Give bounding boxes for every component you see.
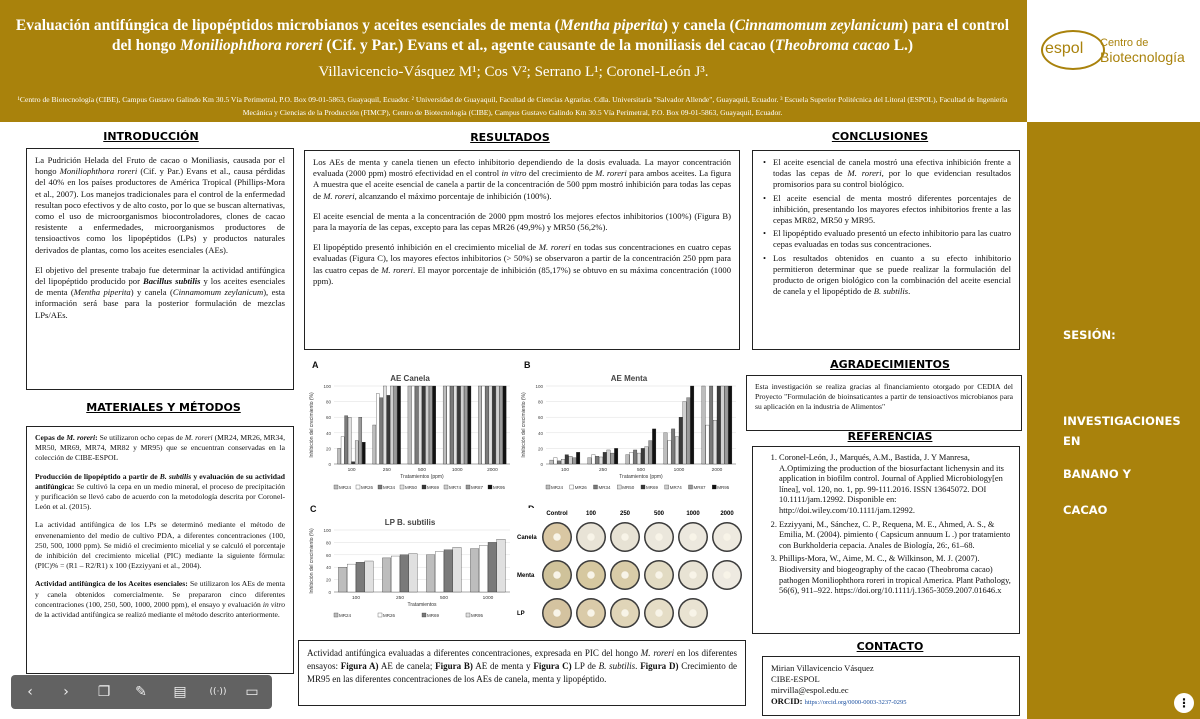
bar-MR87-250	[394, 386, 397, 464]
x-axis-label: Tratamientos (ppm)	[619, 474, 663, 480]
bar-MR26-100	[347, 564, 356, 592]
results-heading: RESULTADOS	[470, 131, 550, 144]
bar-MR24-2000	[478, 386, 481, 464]
session-line-2: EN	[1063, 434, 1081, 448]
bar-MR74-2000	[496, 386, 499, 464]
bar-MR69-500	[444, 550, 453, 592]
plate-col-label: 2000	[720, 511, 734, 517]
bar-MR69-500	[641, 448, 645, 464]
bar-MR34-100	[557, 461, 561, 464]
bar-MR50-100	[561, 459, 565, 464]
contact-email[interactable]: mirvilla@espol.edu.ec	[771, 685, 849, 695]
bar-MR69-250	[603, 452, 607, 464]
petri-plate-grid	[516, 508, 744, 632]
bar-MR95-100	[362, 442, 365, 464]
bar-MR74-1000	[683, 402, 687, 464]
figure-a-label: A	[312, 360, 319, 370]
legend-swatch	[665, 485, 669, 489]
results-box	[304, 150, 740, 350]
legend-entry: MR87	[471, 485, 484, 490]
bar-MR26-500	[630, 452, 634, 464]
bar-MR74-100	[569, 456, 573, 464]
bar-MR74-500	[645, 447, 649, 464]
bar-MR34-500	[415, 386, 418, 464]
bar-MR95-500	[453, 547, 462, 592]
legend-swatch	[378, 485, 382, 489]
bar-MR24-100	[550, 460, 554, 464]
y-tick-label: 60	[325, 415, 331, 421]
chart-title-2: LP B. subtilis	[384, 518, 436, 527]
legend-entry: MR95	[493, 485, 506, 490]
y-tick-label: 20	[325, 577, 331, 583]
mycelium-plug	[655, 571, 663, 579]
legend-entry: MR95	[471, 613, 484, 618]
chart-title-0: AE Canela	[390, 374, 430, 383]
x-axis-label: Tratamientos (ppm)	[400, 474, 444, 480]
legend-swatch	[422, 485, 426, 489]
y-tick-label: 60	[537, 415, 543, 421]
viewer-toolbar	[11, 675, 272, 709]
bar-MR50-250	[599, 457, 603, 464]
bar-MR74-2000	[721, 386, 725, 464]
legend-entry: MR34	[598, 485, 611, 490]
methods-pic: La actividad antifúngica de los LPs se determinó mediante el método de envenenamiento del medio de cultivo PDA, a diferentes concentraciones (100, 250, 500, 1000 ppm). Se midió el crecimiento micelial y se calculó el porcentaje de inhibición del crecimiento micelial (PIC) mediante la siguiente fórmula: (PIC)% = (R1 – R2/R1) x 100 (Ezziyyani et al., 2004).	[35, 520, 285, 571]
logo-text: Centro de Biotecnología	[1100, 37, 1185, 65]
mycelium-plug	[553, 571, 561, 579]
y-tick-label: 80	[325, 399, 331, 405]
mycelium-plug	[723, 533, 731, 541]
legend-swatch	[570, 485, 574, 489]
legend-entry: MR87	[693, 485, 706, 490]
y-tick-label: 0	[540, 462, 543, 467]
bar-MR74-1000	[461, 386, 464, 464]
legend-entry: MR50	[622, 485, 635, 490]
plate-row-label: Menta	[517, 573, 535, 579]
x-axis-label: Tratamientos	[407, 602, 437, 608]
previous-icon[interactable]: ‹	[27, 684, 33, 700]
bar-MR24-250	[588, 458, 592, 464]
y-tick-label: 40	[325, 430, 331, 436]
bar-MR69-250	[387, 395, 390, 464]
mycelium-plug	[553, 609, 561, 617]
legend-entry: MR24	[339, 485, 352, 490]
bar-MR87-2000	[499, 386, 502, 464]
x-tick-label: 100	[560, 468, 570, 473]
bar-MR95-250	[614, 448, 618, 464]
bar-MR95-500	[652, 429, 656, 464]
chart-svg-2	[304, 514, 516, 626]
y-tick-label: 20	[537, 446, 543, 452]
legend-swatch	[378, 613, 382, 617]
intro-box	[26, 148, 294, 390]
bar-MR87-1000	[687, 398, 691, 464]
bar-MR50-500	[637, 453, 641, 464]
mycelium-plug	[587, 533, 595, 541]
audio-icon[interactable]: ((·))	[209, 687, 227, 697]
bar-MR50-1000	[454, 386, 457, 464]
y-axis-label: Inhibición del crecimiento (%)	[309, 528, 315, 594]
legend-entry: MR74	[449, 485, 462, 490]
contact-orcid: ORCID: https://orcid.org/0000-0003-3237-0295	[771, 696, 907, 706]
mycelium-plug	[689, 533, 697, 541]
bar-MR34-1000	[450, 386, 453, 464]
bar-MR26-1000	[447, 386, 450, 464]
orcid-link[interactable]: https://orcid.org/0000-0003-3237-0295	[804, 699, 907, 706]
bar-MR24-250	[373, 425, 376, 464]
next-icon[interactable]: ›	[63, 684, 69, 700]
chart-title-1: AE Menta	[610, 374, 648, 383]
bar-MR34-500	[633, 450, 637, 464]
conclusion-2: • El aceite esencial de menta mostró diferentes porcentajes de inhibición, presentando los mayores efectos inhibitorios frente a las cepas MR82, MR50 y MR95.	[761, 193, 1011, 227]
bar-MR69-500	[422, 386, 425, 464]
bar-MR95-100	[576, 452, 580, 464]
bar-MR95-2000	[503, 386, 506, 464]
y-tick-label: 100	[535, 384, 543, 389]
bar-MR74-250	[390, 386, 393, 464]
bar-MR34-2000	[709, 386, 713, 464]
legend-swatch	[334, 613, 338, 617]
bar-MR34-1000	[671, 429, 675, 464]
legend-swatch	[422, 613, 426, 617]
conclusion-1: • El aceite esencial de canela mostró una efectiva inhibición frente a todas las cepas de M. roreri, por lo que evidencian resultados promisorios para su control biológico.	[761, 157, 1011, 191]
mycelium-plug	[689, 571, 697, 579]
logo-word: espol	[1045, 40, 1084, 57]
bar-MR87-500	[649, 441, 653, 464]
bar-MR34-250	[595, 456, 599, 464]
bar-MR24-1000	[443, 386, 446, 464]
bar-MR26-250	[592, 455, 596, 464]
bar-MR24-1000	[470, 549, 479, 592]
reference-2: 2. Ezziyyani, M., Sánchez, C. P., Requena, M. E., Ahmed, A. S., & Emilia, M. (2004). pimiento ( Capsicum annuum L .) por tratamiento con Burkholderia cepacia. Anales de Biología, 26:, 61–68.	[779, 520, 1011, 552]
copy-icon[interactable]: ❐	[97, 684, 111, 700]
x-tick-label: 2000	[487, 468, 498, 473]
poster-body	[0, 122, 1027, 719]
legend-entry: MR26	[361, 485, 374, 490]
bar-MR50-1000	[675, 437, 679, 464]
plate-col-label: 500	[653, 511, 665, 517]
legend-entry: MR26	[574, 485, 587, 490]
bar-MR87-1000	[464, 386, 467, 464]
plate-row-label: LP	[517, 611, 525, 617]
plate-col-label: 1000	[686, 511, 700, 517]
bar-MR69-100	[565, 455, 569, 464]
y-tick-label: 40	[537, 430, 543, 436]
chart-lp-subtilis	[304, 514, 516, 626]
x-tick-label: 250	[598, 468, 608, 473]
contact-name: Mirian Villavicencio Vásquez	[771, 663, 874, 673]
legend-entry: MR26	[383, 613, 396, 618]
legend-swatch	[488, 485, 492, 489]
plate-row-label: Canela	[517, 535, 537, 541]
methods-heading: MATERIALES Y MÉTODOS	[86, 401, 241, 414]
legend-swatch	[689, 485, 693, 489]
bar-MR95-1000	[497, 539, 506, 592]
plate-col-label: 250	[619, 511, 631, 517]
legend-swatch	[466, 485, 470, 489]
y-tick-label: 100	[323, 528, 331, 533]
legend-entry: MR34	[383, 485, 396, 490]
bar-MR26-1000	[479, 546, 488, 593]
methods-lipopeptide: Producción de lipopéptido a partir de B. subtilis y evaluación de su actividad antifúngica: Se cultivó la cepa en un medio mineral, el proceso de precipitación y purificación se llevó cabo de acuerdo con la metodología descrita por Coronel-León et al. (2015).	[35, 471, 285, 512]
mycelium-plug	[587, 609, 595, 617]
bar-MR95-250	[397, 386, 400, 464]
bar-MR24-100	[338, 567, 347, 592]
bar-MR87-2000	[725, 386, 729, 464]
notes-icon[interactable]: ▤	[173, 684, 187, 700]
bar-MR50-100	[348, 417, 351, 464]
legend-entry: MR95	[717, 485, 730, 490]
contact-heading: CONTACTO	[856, 640, 924, 653]
bar-MR34-250	[380, 398, 383, 464]
x-tick-label: 500	[636, 468, 646, 473]
bar-MR69-1000	[679, 417, 683, 464]
bar-MR50-2000	[713, 420, 717, 464]
y-tick-label: 40	[325, 565, 331, 571]
mycelium-plug	[621, 609, 629, 617]
intro-paragraph-1: La Pudrición Helada del Fruto de cacao o Moniliasis, causada por el hongo Moniliophthora roreri (Cif. y Par.) Evans et al., causa pérdidas del 40% en los países productores de América Tropical (Phillips-Mora et al., 2007). Los manejos tradicionales para el control de la enfermedad resultan poco efectivos y de alto costo, por lo que se buscan alternativas, como el uso de microorganismos biocontroladores, clones de cacao resistente a enfermedades, microorganismos productores de tensioactivos como los lipopéptidos (LPs) y productos naturales derivados de plantas, como los aceites esenciales (AEs).	[35, 155, 285, 255]
bar-MR26-2000	[482, 386, 485, 464]
y-tick-label: 0	[328, 462, 331, 467]
legend-entry: MR24	[551, 485, 564, 490]
legend-swatch	[466, 613, 470, 617]
bar-MR69-2000	[717, 386, 721, 464]
contact-org: CIBE-ESPOL	[771, 674, 820, 684]
bar-MR24-2000	[702, 386, 706, 464]
y-tick-label: 80	[325, 540, 331, 546]
pen-icon[interactable]: ✎	[135, 684, 147, 700]
legend-swatch	[641, 485, 645, 489]
bar-MR24-100	[338, 448, 341, 464]
figure-caption: Actividad antifúngica evaluadas a diferentes concentraciones, expresada en PIC del hongo M. roreri en los diferentes ensayos: Figura A) AE de canela; Figura B) AE de menta y Figura C) LP de B. subtilis. Figura D) Crecimiento de MR95 en las diferentes concentraciones de los AEs de canela, menta y lipopéptido.	[298, 640, 746, 706]
bar-MR26-100	[341, 437, 344, 464]
intro-paragraph-2: El objetivo del presente trabajo fue determinar la actividad antifúngica del lipopéptido producido por Bacillus subtilis y los aceites esenciales de menta (Mentha piperita) y canela (Cinnamomum zeylanicum), esta información será base para la posterior formulación de mezclas LPs/AEs.	[35, 264, 285, 320]
bar-MR26-250	[376, 394, 379, 464]
bar-MR34-2000	[485, 386, 488, 464]
present-icon[interactable]: ▭	[245, 684, 259, 700]
x-tick-label: 500	[417, 468, 427, 473]
bar-MR26-1000	[668, 441, 672, 464]
session-line-1: INVESTIGACIONES	[1063, 414, 1181, 428]
y-axis-label: Inhibición del crecimiento (%)	[521, 392, 527, 458]
chart-ae-menta	[516, 370, 742, 498]
bar-MR26-2000	[706, 425, 710, 464]
results-paragraph-2: El aceite esencial de menta a la concentración de 2000 ppm mostró los mejores efectos inhibitorios (100%) (Figura B) para la mayoría de las cepas, excepto para las cepas MR26 (49,9%) y MR50 (56,2%).	[313, 210, 731, 233]
bar-MR50-250	[383, 386, 386, 464]
plate-col-label: Control	[546, 511, 568, 517]
authors: Villavicencio-Vásquez M¹; Cos V²; Serrano L¹; Coronel-León J³.	[318, 64, 709, 80]
bar-MR69-100	[352, 462, 355, 464]
x-tick-label: 250	[382, 468, 391, 473]
thanks-box: Esta investigación se realiza gracias al financiamiento otorgado por CEDIA del Proyecto "Formulación de bioinsaticantes a partir de tensioactivos microbianos para su aplicación en la industria de Alimentos"	[746, 375, 1022, 431]
espol-logo	[1027, 0, 1200, 122]
references-heading: REFERENCIAS	[847, 430, 933, 443]
session-line-4: CACAO	[1063, 503, 1108, 517]
legend-swatch	[400, 485, 404, 489]
reference-3: 3. Phillips-Mora, W., Aime, M. C., & Wilkinson, M. J. (2007). Biodiversity and biogeography of the cacao (Theobroma cacao) pathogen Moniliophthora roreri in tropical America. Plant Pathology, 56(6), 911–922. https://doi.org/10.1111/j.1365-3059.2007.01646.x	[779, 554, 1011, 596]
mycelium-plug	[655, 609, 663, 617]
methods-essential-oils: Actividad antifúngica de los Aceites esenciales: Se utilizaron los AEs de menta y canela obtenidos comercialmente. Se prepararon cinco diferentes concentraciones (100, 250, 500, 1000, 2000 ppm), el ensayo y evaluación in vitro de la actividad antifúngica se realizó mediante el método descrito anteriormente.	[35, 579, 285, 620]
bar-MR26-250	[391, 556, 400, 592]
bar-MR95-500	[433, 386, 436, 464]
legend-entry: MR69	[427, 485, 440, 490]
bar-MR24-250	[382, 558, 391, 592]
legend-swatch	[712, 485, 716, 489]
mycelium-plug	[587, 571, 595, 579]
bar-MR87-250	[611, 453, 615, 464]
x-tick-label: 500	[439, 596, 449, 601]
session-sidebar	[1027, 122, 1200, 719]
chart-svg-0	[304, 370, 516, 498]
legend-swatch	[617, 485, 621, 489]
mycelium-plug	[689, 609, 697, 617]
bar-MR69-250	[400, 555, 409, 592]
y-tick-label: 20	[325, 446, 331, 452]
session-label: SESIÓN:	[1063, 328, 1116, 342]
y-tick-label: 0	[328, 590, 331, 595]
bar-MR24-500	[426, 555, 435, 592]
mycelium-plug	[621, 571, 629, 579]
bar-MR95-1000	[690, 386, 694, 464]
legend-entry: MR24	[339, 613, 352, 618]
bar-MR26-500	[435, 552, 444, 592]
plates-svg	[516, 508, 744, 632]
results-paragraph-1: Los AEs de menta y canela tienen un efecto inhibitorio dependiendo de la dosis evaluada. La mayor concentración evaluada (2000 ppm) mostró efectividad en el control in vitro del crecimiento de M. roreri para ambos aceites. La figura A muestra que el aceite esencial de canela a partir de la concentración de 500 ppm mostró inhibición para todas las cepas de M. roreri, alcanzando el máximo porcentaje de inhibición (100%).	[313, 157, 732, 201]
bar-MR74-500	[426, 386, 429, 464]
legend-entry: MR74	[669, 485, 682, 490]
legend-swatch	[594, 485, 598, 489]
reference-1: 1. Coronel-León, J., Marqués, A.M., Bastida, J. Y Manresa, A.Optimizing the production of the biosurfactant lichenysin and its application in biofilm control. Journal of Applied Microbiology[en línea], vol. 120, no. 1, pp. 99-111.2016. ISSN 13645072. DOI 10.1111/jam.12992. Disponible en: http://doi.wiley.com/10.1111/jam.12992.	[779, 453, 1011, 517]
x-tick-label: 2000	[711, 468, 723, 473]
figure-b-label: B	[524, 360, 531, 370]
bar-MR26-500	[411, 386, 414, 464]
bar-MR87-100	[573, 458, 577, 464]
x-tick-label: 1000	[482, 596, 494, 601]
y-tick-label: 80	[537, 399, 543, 405]
bar-MR74-250	[607, 450, 611, 464]
bar-MR69-2000	[492, 386, 495, 464]
x-tick-label: 1000	[673, 468, 685, 473]
legend-swatch	[546, 485, 550, 489]
legend-entry: MR50	[405, 485, 418, 490]
mycelium-plug	[621, 533, 629, 541]
x-tick-label: 100	[347, 468, 356, 473]
figure-c-label: C	[310, 504, 317, 514]
session-line-3: BANANO Y	[1063, 467, 1131, 481]
mycelium-plug	[553, 533, 561, 541]
conclusions-box	[752, 150, 1020, 350]
bar-MR34-100	[345, 416, 348, 464]
bar-MR95-100	[365, 561, 374, 592]
bar-MR95-250	[409, 554, 418, 592]
references-box	[752, 446, 1020, 634]
intro-heading: INTRODUCCIÓN	[103, 130, 199, 143]
x-tick-label: 100	[351, 596, 361, 601]
bar-MR50-2000	[489, 386, 492, 464]
y-tick-label: 100	[323, 384, 331, 389]
bar-MR69-100	[356, 562, 365, 592]
x-tick-label: 250	[395, 596, 405, 601]
legend-entry: MR69	[646, 485, 659, 490]
chart-svg-1	[516, 370, 742, 498]
conclusion-3: • El lipopéptido evaluado presentó un efecto inhibitorio para las cuatro cepas evaluadas en todas sus concentraciones.	[761, 228, 1011, 250]
x-tick-label: 1000	[451, 468, 463, 473]
results-paragraph-3: El lipopéptido presentó inhibición en el crecimiento micelial de M. roreri en todas sus concentraciones en cuatro cepas evaluadas (Figura C), los mayores efectos inhibitorios (> 50%) se observaron a partir de la concentración 250 ppm para las cuatro cepas de M. roreri. El mayor porcentaje de inhibición (85,17%) se obtuvo en su máxima concentración (1000 ppm).	[313, 242, 731, 286]
bar-MR69-1000	[457, 386, 460, 464]
poster-title: Evaluación antifúngica de lipopéptidos microbianos y aceites esenciales de menta (Mentha piperita) y canela (Cinnamomum zeylanicum) para el control del hongo Moniliophthora roreri (Cif. y Par.) Evans et al., agente causante de la moniliasis del cacao (Theobroma cacao L.)	[15, 17, 1010, 54]
y-tick-label: 60	[325, 552, 331, 558]
conclusions-heading: CONCLUSIONES	[831, 130, 929, 143]
bar-MR74-100	[355, 441, 358, 464]
plate-col-label: 100	[585, 511, 597, 517]
poster-header	[0, 0, 1027, 122]
legend-entry: MR69	[427, 613, 440, 618]
bar-MR87-500	[429, 386, 432, 464]
conclusion-4: • Los resultados obtenidos en cuanto a su efecto inhibitorio permitieron determinar que se puede realizar la formulación del producto de origen biológico con la combinación del aceite esencial de canela y el lipopéptido de B. subtilis.	[761, 253, 1011, 298]
contact-box	[762, 656, 1020, 716]
methods-box	[26, 426, 294, 674]
methods-strains: Cepas de M. roreri: Se utilizaron ocho cepas de M. roreri (MR24, MR26, MR34, MR50, MR69, MR74, MR82 y MR95) que se encuentran conservadas en la colección de CIBE-ESPOL	[35, 433, 285, 463]
chart-ae-canela	[304, 370, 516, 498]
bar-MR26-100	[554, 458, 558, 464]
affiliations: ¹Centro de Biotecnología (CIBE), Campus Gustavo Galindo Km 30.5 Vía Perimetral, P.O. Box 09-01-5863, Guayaquil, Ecuador. ² Universidad de Guayaquil, Facultad de Ciencias Agrarias. Cdla. Universitaria "Salvador Allende", Guayaquil, Ecuador. ³ Escuela Superior Politécnica del Litoral (ESPOL), Facultad de Ingeniería Mecánica y Ciencias de la Producción (FIMCP), Centro de Biotecnología (CIBE), Campus Gustavo Galindo Km 30.5 Vía Perimetral, P.O. Box 09-01-5863, Guayaquil, Ecuador.	[17, 95, 1008, 117]
bar-MR69-1000	[488, 542, 497, 592]
more-options-icon[interactable]: ⋮	[1174, 693, 1194, 713]
legend-swatch	[334, 485, 338, 489]
bar-MR24-1000	[664, 433, 668, 464]
legend-swatch	[444, 485, 448, 489]
bar-MR24-500	[626, 455, 630, 464]
bar-MR95-2000	[728, 386, 732, 464]
bar-MR50-500	[418, 386, 421, 464]
bar-MR87-100	[359, 417, 362, 464]
mycelium-plug	[723, 571, 731, 579]
bar-MR24-500	[408, 386, 411, 464]
legend-swatch	[356, 485, 360, 489]
mycelium-plug	[655, 533, 663, 541]
y-axis-label: Inhibición del crecimiento (%)	[309, 392, 315, 458]
bar-MR95-1000	[468, 386, 471, 464]
thanks-heading: AGRADECIMIENTOS	[830, 358, 950, 371]
